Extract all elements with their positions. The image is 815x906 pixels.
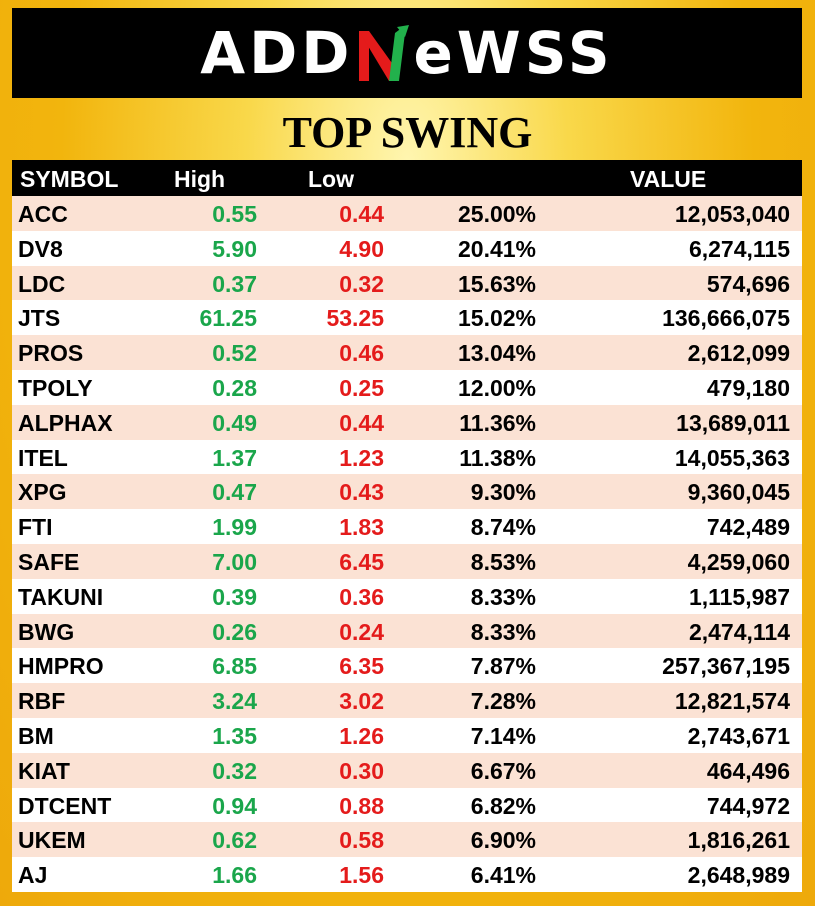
swing-percent-cell: 13.04% — [457, 340, 536, 367]
table-row — [12, 857, 802, 892]
high-cell: 0.52 — [212, 340, 257, 367]
low-cell: 0.24 — [339, 618, 384, 645]
symbol-cell: DV8 — [18, 235, 63, 262]
high-cell: 0.55 — [212, 201, 257, 227]
symbol-cell: HMPRO — [18, 653, 104, 680]
low-cell: 1.83 — [339, 514, 384, 541]
value-cell: 1,115,987 — [688, 583, 790, 610]
high-cell: 0.28 — [212, 374, 257, 401]
table-header — [12, 160, 802, 196]
value-cell: 479,180 — [706, 374, 790, 401]
swing-percent-cell: 25.00% — [457, 201, 536, 227]
low-cell: 1.26 — [339, 722, 384, 749]
symbol-cell: DTCENT — [18, 792, 112, 819]
page-title: TOP SWING — [282, 108, 533, 157]
table-row — [12, 335, 802, 370]
low-cell: 6.45 — [339, 548, 384, 575]
swing-percent-cell: 6.67% — [470, 757, 536, 784]
logo-text-right: eWSS — [413, 19, 614, 87]
table-row — [12, 648, 802, 683]
low-cell: 0.58 — [339, 827, 384, 854]
value-cell: 12,821,574 — [674, 688, 790, 715]
value-cell: 6,274,115 — [688, 235, 790, 262]
symbol-cell: BM — [18, 722, 54, 749]
high-cell: 6.85 — [212, 653, 257, 680]
swing-percent-cell: 6.90% — [470, 827, 536, 854]
low-cell: 1.23 — [339, 444, 384, 471]
table-row — [12, 683, 802, 718]
low-cell: 0.88 — [339, 792, 384, 819]
symbol-cell: PROS — [18, 340, 84, 367]
table-row — [12, 509, 802, 544]
swing-percent-cell: 8.53% — [470, 548, 536, 575]
swing-percent-cell: 7.28% — [470, 688, 536, 715]
swing-percent-cell: 6.41% — [470, 862, 536, 889]
table-row — [12, 474, 802, 509]
low-cell: 4.90 — [339, 235, 384, 262]
swing-percent-cell: 11.36% — [459, 409, 536, 436]
swing-percent-cell: 12.00% — [457, 374, 536, 401]
high-cell: 5.90 — [212, 235, 257, 262]
value-cell: 136,666,075 — [662, 305, 790, 332]
low-cell: 53.25 — [326, 305, 384, 332]
swing-percent-cell: 8.33% — [470, 618, 536, 645]
table-row — [12, 753, 802, 788]
swing-percent-cell: 7.14% — [470, 722, 536, 749]
high-cell: 0.62 — [212, 827, 257, 854]
value-cell: 13,689,011 — [676, 409, 790, 436]
low-cell: 0.46 — [339, 340, 384, 367]
high-cell: 0.94 — [212, 792, 257, 819]
swing-percent-cell: 20.41% — [457, 235, 536, 262]
high-cell: 7.00 — [212, 548, 257, 575]
low-cell: 0.32 — [339, 270, 384, 297]
high-cell: 1.66 — [212, 862, 257, 889]
table-row — [12, 266, 802, 301]
low-cell: 0.25 — [339, 374, 384, 401]
high-cell: 61.25 — [199, 305, 257, 332]
table-row — [12, 440, 802, 475]
table-row — [12, 300, 802, 335]
value-cell: 464,496 — [706, 757, 790, 784]
value-cell: 12,053,040 — [674, 201, 790, 227]
table-row — [12, 405, 802, 440]
swing-percent-cell: 11.38% — [459, 444, 536, 471]
symbol-cell: RBF — [18, 688, 66, 715]
table-row — [12, 370, 802, 405]
high-cell: 0.37 — [212, 270, 257, 297]
high-cell: 0.32 — [212, 757, 257, 784]
low-cell: 0.36 — [339, 583, 384, 610]
high-cell: 3.24 — [212, 688, 257, 715]
table-row — [12, 718, 802, 753]
symbol-cell: BWG — [18, 618, 75, 645]
low-cell: 6.35 — [339, 653, 384, 680]
symbol-cell: TPOLY — [18, 374, 93, 401]
symbol-cell: JTS — [18, 305, 61, 332]
value-cell: 257,367,195 — [662, 653, 790, 680]
logo-text-left: ADD — [200, 19, 354, 87]
symbol-cell: AJ — [18, 862, 48, 889]
swing-percent-cell: 6.82% — [470, 792, 536, 819]
value-cell: 2,612,099 — [687, 340, 790, 367]
high-cell: 0.49 — [212, 409, 257, 436]
table-row — [12, 822, 802, 857]
value-cell: 2,474,114 — [688, 618, 790, 645]
value-cell: 14,055,363 — [674, 444, 790, 471]
low-cell: 1.56 — [339, 862, 384, 889]
high-cell: 1.35 — [212, 722, 257, 749]
swing-percent-cell: 8.74% — [470, 514, 536, 541]
value-cell: 742,489 — [706, 514, 790, 541]
symbol-cell: TAKUNI — [18, 583, 104, 610]
swing-table — [12, 160, 802, 892]
swing-percent-cell: 15.02% — [457, 305, 536, 332]
addnewss-logo — [200, 19, 614, 87]
low-cell: 0.44 — [339, 201, 384, 227]
table-body — [12, 196, 802, 892]
low-cell: 0.43 — [339, 479, 384, 506]
symbol-cell: ITEL — [18, 444, 68, 471]
swing-percent-cell: 7.87% — [470, 653, 536, 680]
high-cell: 0.47 — [212, 479, 257, 506]
table-row — [12, 788, 802, 823]
high-cell: 1.37 — [212, 444, 257, 471]
symbol-cell: LDC — [18, 270, 66, 297]
symbol-cell: ALPHAX — [18, 409, 113, 436]
high-cell: 0.26 — [212, 618, 257, 645]
high-cell: 1.99 — [212, 514, 257, 541]
col-value: VALUE — [630, 166, 707, 192]
table-row — [12, 579, 802, 614]
table-row — [12, 231, 802, 266]
value-cell: 4,259,060 — [687, 548, 790, 575]
logo-bar — [12, 8, 802, 98]
symbol-cell: ACC — [18, 201, 68, 227]
table-row — [12, 196, 802, 231]
low-cell: 3.02 — [339, 688, 384, 715]
col-low: Low — [308, 166, 354, 192]
high-cell: 0.39 — [212, 583, 257, 610]
value-cell: 2,648,989 — [687, 862, 790, 889]
value-cell: 1,816,261 — [687, 827, 790, 854]
col-symbol: SYMBOL — [20, 166, 119, 192]
table-row — [12, 614, 802, 649]
symbol-cell: FTI — [18, 514, 53, 541]
low-cell: 0.44 — [339, 409, 384, 436]
low-cell: 0.30 — [339, 757, 384, 784]
value-cell: 574,696 — [706, 270, 790, 297]
col-high: High — [174, 166, 226, 192]
table-row — [12, 544, 802, 579]
symbol-cell: KIAT — [18, 757, 70, 784]
symbol-cell: UKEM — [18, 827, 86, 854]
logo-n-mark-icon — [355, 23, 411, 83]
symbol-cell: XPG — [18, 479, 67, 506]
swing-percent-cell: 15.63% — [457, 270, 536, 297]
value-cell: 744,972 — [706, 792, 790, 819]
swing-percent-cell: 9.30% — [470, 479, 536, 506]
symbol-cell: SAFE — [18, 548, 80, 575]
value-cell: 2,743,671 — [687, 722, 790, 749]
swing-percent-cell: 8.33% — [470, 583, 536, 610]
value-cell: 9,360,045 — [687, 479, 790, 506]
